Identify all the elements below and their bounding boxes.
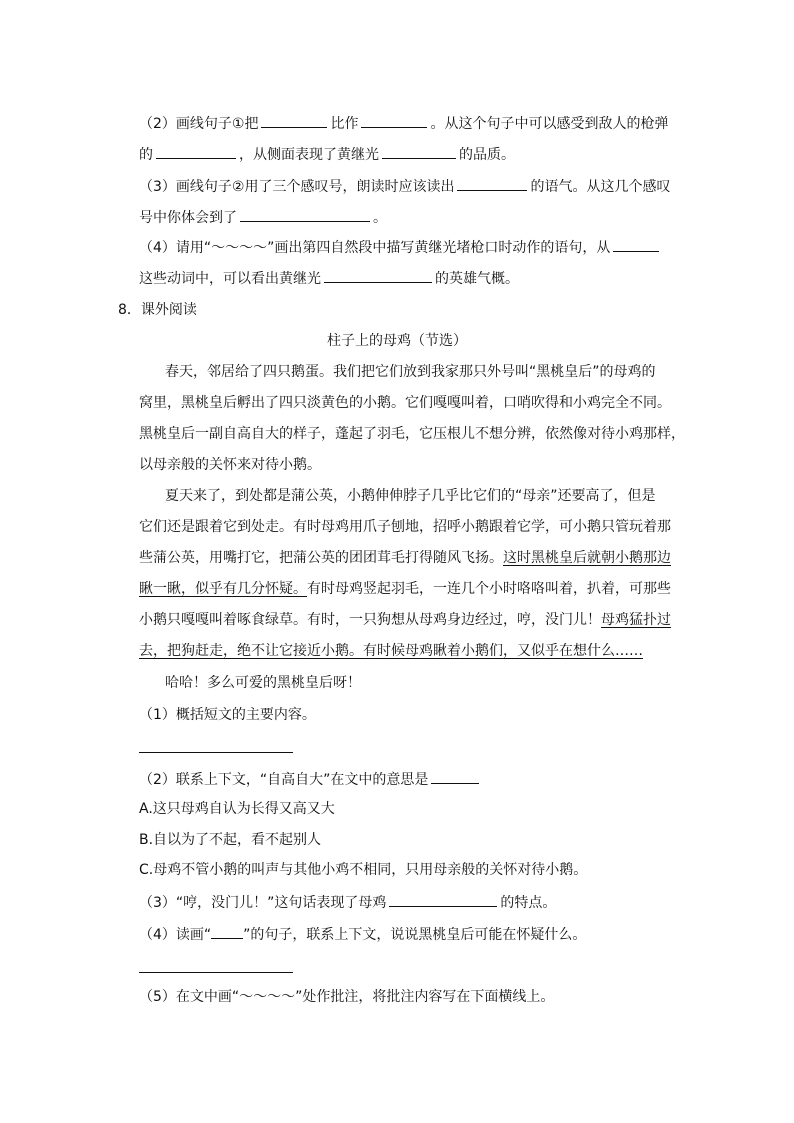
q7-s2-text: 比作 xyxy=(330,116,359,132)
passage-text: 小鹅只嘎嘎叫着啄食绿草。有时，一只狗想从母鸡身边经过，哼，没门儿！ xyxy=(139,612,601,628)
underlined-sentence: 母鸡猛扑过 xyxy=(601,612,671,628)
option-b[interactable]: B.自以为了不起，看不起别人 xyxy=(139,832,322,848)
answer-blank[interactable] xyxy=(389,892,497,907)
q7-s2-text: 。从这个句子中可以感受到敌人的枪弹 xyxy=(430,116,669,132)
q7-s3-text: 的语气。从这几个感叹 xyxy=(530,179,671,195)
underlined-sentence: 去，把狗赶走，绝不让它接近小鹅。 xyxy=(139,643,363,659)
answer-blank[interactable] xyxy=(261,113,327,128)
passage-p2-line xyxy=(139,610,671,630)
passage-text: 有时母鸡竖起羽毛，一连几个小时咯咯叫着，扒着，可那些 xyxy=(307,581,671,597)
q7-s2-text: 的 xyxy=(139,147,153,163)
underlined-sentence: 这时黑桃皇后就朝小鹅那边 xyxy=(503,550,671,566)
q7-s4-text: （4）请用“～～～～”画出第四自然段中描写黄继光堵枪口时动作的语句，从 xyxy=(139,240,611,256)
passage-p1-line: 以母亲般的关怀来对待小鹅。 xyxy=(139,457,321,473)
underlined-sentence: 有时候母鸡瞅着小鹅们，又似乎在想什么…… xyxy=(363,643,643,659)
passage-p2-line: 夏天来了，到处都是蒲公英，小鹅伸伸脖子几乎比它们的“母亲”还要高了，但是 xyxy=(165,488,656,504)
answer-line[interactable] xyxy=(139,752,293,753)
passage-title: 柱子上的母鸡（节选） xyxy=(327,333,467,349)
underlined-sentence: 瞅一瞅，似乎有几分怀疑。 xyxy=(139,581,307,597)
q8-header: 8．课外阅读 xyxy=(118,302,197,318)
passage-p1-line: 窝里，黑桃皇后孵出了四只淡黄色的小鹅。它们嘎嘎叫着，口哨吹得和小鸡完全不同。 xyxy=(139,395,671,411)
q7-s4-line2 xyxy=(139,268,519,288)
q7-s2-text: （2）画线句子①把 xyxy=(139,116,259,132)
passage-p1-line: 春天，邻居给了四只鹅蛋。我们把它们放到我家那只外号叫“黑桃皇后”的母鸡的 xyxy=(165,364,656,380)
answer-blank[interactable] xyxy=(324,268,432,283)
passage-p2-line xyxy=(139,548,671,568)
q7-s2-text: 的品质。 xyxy=(459,147,515,163)
option-c[interactable]: C.母鸡不管小鹅的叫声与其他小鸡不相同，只用母亲般的关怀对待小鹅。 xyxy=(139,862,588,878)
q8-s5: （5）在文中画“～～～～”处作批注，将批注内容写在下面横线上。 xyxy=(139,989,555,1005)
q7-s2-line1 xyxy=(139,113,668,133)
q8-s4 xyxy=(139,924,586,944)
q7-s3-line1 xyxy=(139,176,670,196)
q8-s3 xyxy=(139,892,556,912)
q7-s4-line1 xyxy=(139,237,662,257)
answer-blank[interactable] xyxy=(361,113,427,128)
passage-p2-line xyxy=(139,641,643,661)
q8-s3-text: （3）“哼，没门儿！”这句话表现了母鸡 xyxy=(139,895,387,911)
answer-blank[interactable] xyxy=(382,144,456,159)
q7-s3-line2 xyxy=(139,207,387,227)
q7-s2-line2 xyxy=(139,144,515,164)
q7-s3-text: 号中你体会到了 xyxy=(139,210,237,226)
q8-s1: （1）概括短文的主要内容。 xyxy=(139,707,316,723)
answer-blank[interactable] xyxy=(613,237,659,252)
passage-text: 些蒲公英，用嘴打它，把蒲公英的团团茸毛打得随风飞扬。 xyxy=(139,550,503,566)
q7-s2-text: ，从侧面表现了黄继光 xyxy=(239,147,379,163)
passage-p2-line xyxy=(139,579,671,599)
passage-p1-line: 黑桃皇后一副自高自大的样子，蓬起了羽毛，它压根儿不想分辨，依然像对待小鸡那样， xyxy=(139,426,685,442)
q7-s4-text: 的英雄气概。 xyxy=(435,271,519,287)
passage-p3: 哈哈！多么可爱的黑桃皇后呀！ xyxy=(165,675,361,691)
q8-s4-text: （4）读画“ xyxy=(139,927,212,943)
answer-blank[interactable] xyxy=(457,176,527,191)
q8-s4-text: ”的句子，联系上下文，说说黑桃皇后可能在怀疑什么。 xyxy=(243,927,587,943)
q8-s2 xyxy=(139,769,482,789)
q8-s2-text: （2）联系上下文，“自高自大”在文中的意思是 xyxy=(139,772,429,788)
q7-s3-text: （3）画线句子②用了三个感叹号，朗读时应该读出 xyxy=(139,179,455,195)
underline-mark xyxy=(211,924,243,939)
answer-blank[interactable] xyxy=(431,769,479,784)
answer-line[interactable] xyxy=(139,972,293,973)
answer-blank[interactable] xyxy=(240,207,370,222)
option-a[interactable]: A.这只母鸡自认为长得又高又大 xyxy=(139,801,335,817)
answer-blank[interactable] xyxy=(156,144,236,159)
q7-s4-text: 这些动词中，可以看出黄继光 xyxy=(139,271,321,287)
q8-s3-text: 的特点。 xyxy=(500,895,557,911)
q7-s3-text: 。 xyxy=(373,210,387,226)
passage-p2-line: 它们还是跟着它到处走。有时母鸡用爪子刨地，招呼小鹅跟着它学，可小鹅只管玩着那 xyxy=(139,519,671,535)
